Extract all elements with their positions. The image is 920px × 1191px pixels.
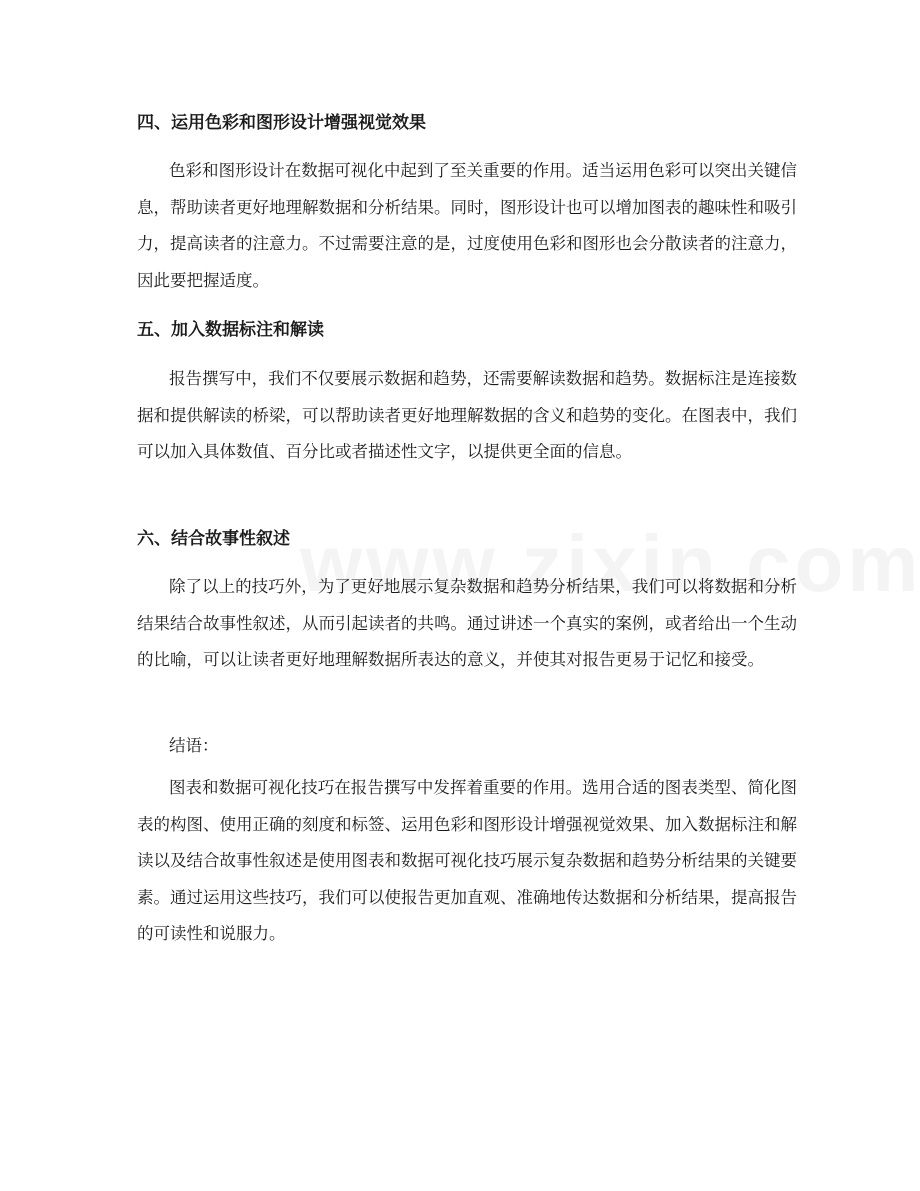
- section-paragraph-6: 除了以上的技巧外，为了更好地展示复杂数据和趋势分析结果，我们可以将数据和分析结果结合故事性叙述，从而引起读者的共鸣。通过讲述一个真实的案例，或者给出一个生动的比喻，可以让读者更好地理解数据所表达的意义，并使其对报告更易于记忆和接受。: [137, 577, 797, 670]
- conclusion-paragraph: 图表和数据可视化技巧在报告撰写中发挥着重要的作用。选用合适的图表类型、简化图表的构图、使用正确的刻度和标签、运用色彩和图形设计增强视觉效果、加入数据标注和解读以及结合故事性叙述是使用图表和数据可视化技巧展示复杂数据和趋势分析结果的关键要素。通过运用这些技巧，我们可以使报告更加直观、准确地传达数据和分析结果，提高报告的可读性和说服力。: [137, 778, 797, 944]
- section-paragraph-5: 报告撰写中，我们不仅要展示数据和趋势，还需要解读数据和趋势。数据标注是连接数据和提供解读的桥梁，可以帮助读者更好地理解数据的含义和趋势的变化。在图表中，我们可以加入具体数值、百分比或者描述性文字，以提供更全面的信息。: [137, 369, 797, 462]
- section-heading-5: 五、加入数据标注和解读: [137, 320, 324, 340]
- section-heading-6: 六、结合故事性叙述: [137, 529, 290, 549]
- section-heading-4: 四、运用色彩和图形设计增强视觉效果: [137, 113, 426, 133]
- section-paragraph-4: 色彩和图形设计在数据可视化中起到了至关重要的作用。适当运用色彩可以突出关键信息，帮助读者更好地理解数据和分析结果。同时，图形设计也可以增加图表的趣味性和吸引力，提高读者的注意力。不过需要注意的是，过度使用色彩和图形也会分散读者的注意力，因此要把握适度。: [137, 161, 797, 290]
- conclusion-label: 结语：: [169, 736, 219, 755]
